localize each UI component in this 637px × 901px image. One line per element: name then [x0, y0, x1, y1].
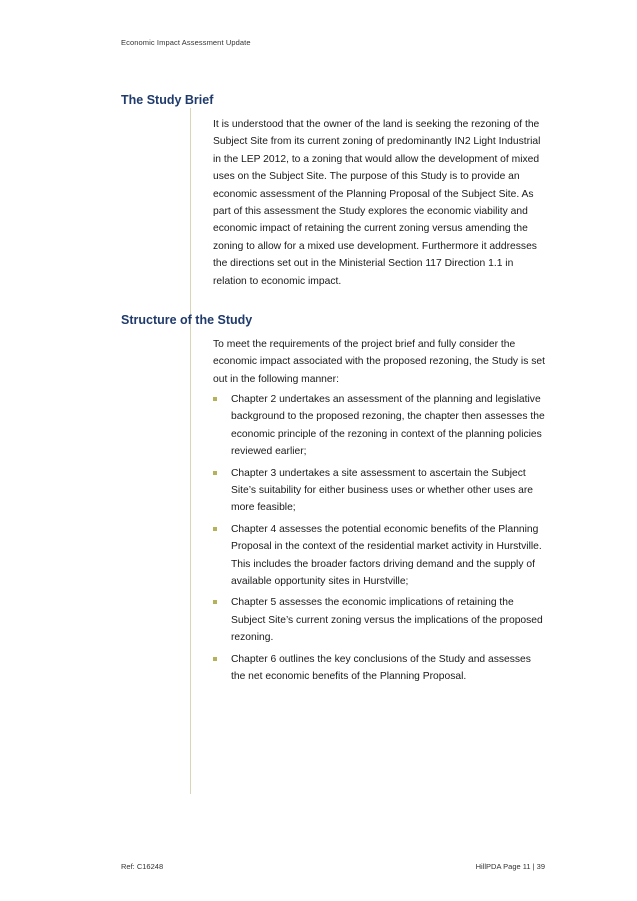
list-item-text: Chapter 5 assesses the economic implications of retaining the Subject Site’s current zoning versus the implications of the proposed rezoning. — [231, 597, 543, 644]
structure-intro-text: To meet the requirements of the project brief and fully consider the economic impact associated with the proposed rezoning, the Study is set out in the following manner: — [213, 339, 545, 385]
footer-reference: Ref: C16248 — [121, 862, 164, 871]
study-brief-paragraph — [213, 116, 548, 290]
section-heading-structure: Structure of the Study — [121, 313, 253, 327]
vertical-rule — [190, 108, 191, 794]
list-item-text: Chapter 2 undertakes an assessment of the planning and legislative background to the proposed rezoning, the chapter then assesses the economic principle of the rezoning in context of the planning policies reviewed earlier; — [231, 394, 545, 458]
list-item-text: Chapter 4 assesses the potential economic benefits of the Planning Proposal in the context of the residential market activity in Hurstville. This includes the broader factors driving demand and the supply of available opportunity sites in Hurstville; — [231, 523, 542, 588]
bullet-square-icon — [213, 471, 217, 475]
bullet-square-icon — [213, 397, 217, 401]
structure-intro-paragraph — [213, 336, 548, 388]
list-item-text: Chapter 3 undertakes a site assessment to ascertain the Subject Site’s suitability for either business uses or whether other uses are more feasible; — [231, 467, 534, 514]
chapter-list — [213, 391, 548, 690]
running-header: Economic Impact Assessment Update — [121, 38, 251, 47]
bullet-square-icon — [213, 527, 217, 531]
list-item — [213, 521, 548, 591]
study-brief-text: It is understood that the owner of the land is seeking the rezoning of the Subject Site from its current zoning of predominantly IN2 Light Industrial in the LEP 2012, to a zoning that would allow the development of mixed uses on the Subject Site. The purpose of this Study is to provide an economic assessment of the Planning Proposal of the Subject Site. As part of this assessment the Study explores the economic viability and economic impact of retaining the current zoning versus amending the zoning to allow for a mixed use development. Furthermore it addresses the directions set out in the Ministerial Section 117 Direction 1.1 in relation to economic impact. — [213, 119, 541, 287]
list-item — [213, 465, 548, 517]
list-item — [213, 391, 548, 461]
list-item-text: Chapter 6 outlines the key conclusions of the Study and assesses the net economic benefits of the Planning Proposal. — [231, 653, 531, 683]
list-item — [213, 651, 548, 686]
footer-page-number: HillPDA Page 11 | 39 — [475, 862, 545, 871]
bullet-square-icon — [213, 657, 217, 661]
section-heading-study-brief: The Study Brief — [121, 93, 214, 107]
bullet-square-icon — [213, 600, 217, 604]
list-item — [213, 594, 548, 646]
